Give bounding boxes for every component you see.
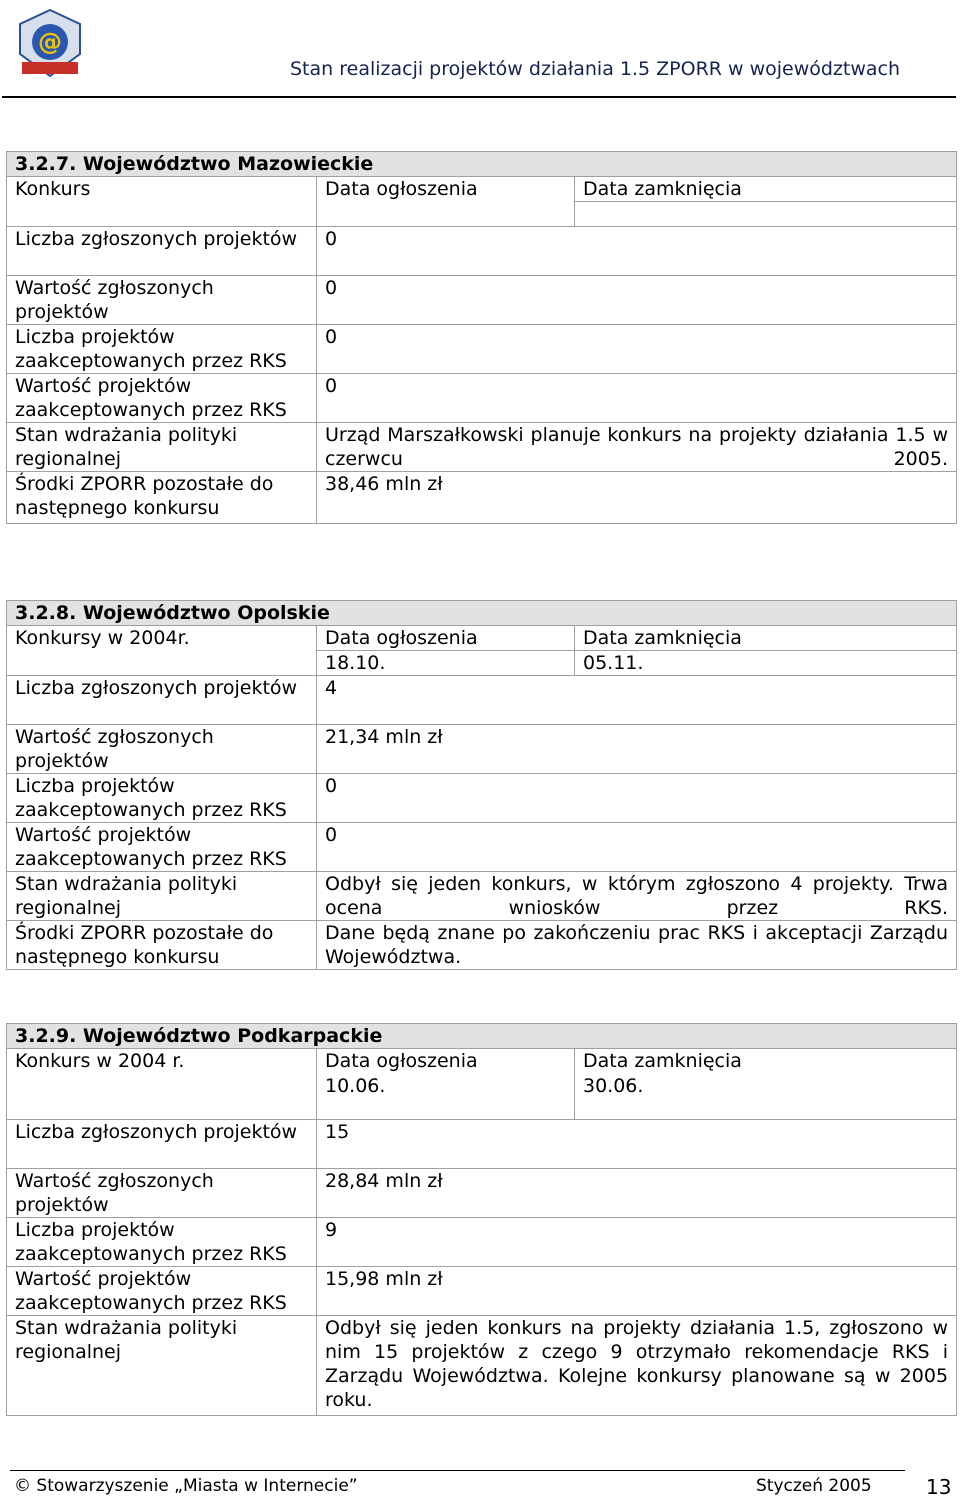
table-row: [7, 1218, 957, 1267]
table-row: [7, 872, 957, 921]
row-label: Liczba zgłoszonych projektów: [7, 676, 317, 725]
row-value: 15,98 mln zł: [317, 1267, 957, 1316]
row-label: Stan wdrażania polityki regionalnej: [7, 423, 317, 472]
svg-text:@: @: [38, 28, 62, 56]
section-heading: 3.2.7. Województwo Mazowieckie: [7, 152, 957, 177]
row-label: Stan wdrażania polityki regionalnej: [7, 872, 317, 921]
page-header-title: Stan realizacji projektów działania 1.5 ZPORR w województwach: [290, 58, 901, 80]
close-date-value: 30.06.: [575, 1074, 957, 1120]
row-label: Środki ZPORR pozostałe do następnego konkursu: [7, 921, 317, 970]
footer-divider: [10, 1470, 905, 1471]
header-cell-competition: Konkurs: [7, 177, 317, 202]
row-value: 15: [317, 1120, 957, 1169]
row-label: Wartość zgłoszonych projektów: [7, 725, 317, 774]
row-label: Liczba zgłoszonych projektów: [7, 1120, 317, 1169]
table-row: [7, 676, 957, 725]
row-value: Odbył się jeden konkurs na projekty działania 1.5, zgłoszono w nim 15 projektów z czego 9 otrzymało rekomendacje RKS i Zarządu Województwa. Kolejne konkursy planowane są w 2005 roku.: [317, 1316, 957, 1416]
row-value: Dane będą znane po zakończeniu prac RKS i akceptacji Zarządu Województwa.: [317, 921, 957, 970]
section-heading: 3.2.9. Województwo Podkarpackie: [7, 1024, 957, 1049]
open-date-cell: [317, 202, 575, 227]
opolskie-table: [6, 600, 957, 970]
row-label: Liczba projektów zaakceptowanych przez RKS: [7, 1218, 317, 1267]
table-row: [7, 276, 957, 325]
table-row: [7, 725, 957, 774]
row-label: Stan wdrażania polityki regionalnej: [7, 1316, 317, 1416]
header-cell-open-date: Data ogłoszenia: [317, 626, 575, 651]
close-date-value: 05.11.: [575, 651, 957, 676]
footer-copyright: © Stowarzyszenie „Miasta w Internecie”: [14, 1476, 358, 1496]
page-number: 13: [926, 1475, 952, 1499]
table-row: [7, 1267, 957, 1316]
row-value: 0: [317, 774, 957, 823]
header-cell-competition: Konkursy w 2004r.: [7, 626, 317, 676]
table-row: [7, 823, 957, 872]
logo-emblem-icon: [10, 2, 90, 82]
row-value: 4: [317, 676, 957, 725]
footer-date: Styczeń 2005: [756, 1476, 872, 1496]
table-row: [7, 1120, 957, 1169]
row-value: 0: [317, 325, 957, 374]
row-label: Wartość projektów zaakceptowanych przez RKS: [7, 823, 317, 872]
header-divider: [2, 96, 956, 98]
row-value: 9: [317, 1218, 957, 1267]
header-cell-close-date: Data zamknięcia: [575, 177, 957, 202]
table-row: [7, 774, 957, 823]
row-label: Liczba zgłoszonych projektów: [7, 227, 317, 276]
row-label: Liczba projektów zaakceptowanych przez RKS: [7, 774, 317, 823]
table-row: [7, 1316, 957, 1416]
podkarpackie-table: [6, 1023, 957, 1416]
table-row: [7, 472, 957, 524]
row-label: Liczba projektów zaakceptowanych przez RKS: [7, 325, 317, 374]
table-row: [7, 374, 957, 423]
table-row: [7, 423, 957, 472]
header-cell-competition: Konkurs w 2004 r.: [7, 1049, 317, 1120]
row-value: 28,84 mln zł: [317, 1169, 957, 1218]
row-value: 0: [317, 276, 957, 325]
row-value: Odbył się jeden konkurs, w którym zgłoszono 4 projekty. Trwa ocena wniosków przez RKS.: [317, 872, 957, 921]
section-heading: 3.2.8. Województwo Opolskie: [7, 601, 957, 626]
table-row: [7, 1169, 957, 1218]
open-date-value: 18.10.: [317, 651, 575, 676]
header-cell-close-date: Data zamknięcia: [575, 626, 957, 651]
row-label: Wartość zgłoszonych projektów: [7, 1169, 317, 1218]
mazowieckie-table: [6, 151, 957, 524]
header-cell-open-date: Data ogłoszenia: [317, 1049, 575, 1074]
row-value: 0: [317, 374, 957, 423]
row-value: 38,46 mln zł: [317, 472, 957, 524]
header-cell-close-date: Data zamknięcia: [575, 1049, 957, 1074]
open-date-value: 10.06.: [317, 1074, 575, 1120]
row-value: Urząd Marszałkowski planuje konkurs na projekty działania 1.5 w czerwcu 2005.: [317, 423, 957, 472]
row-label: Wartość zgłoszonych projektów: [7, 276, 317, 325]
row-value: 0: [317, 823, 957, 872]
table-row: [7, 325, 957, 374]
row-label: Środki ZPORR pozostałe do następnego konkursu: [7, 472, 317, 524]
close-date-cell: [575, 202, 957, 227]
header-cell-open-date: Data ogłoszenia: [317, 177, 575, 202]
row-label: Wartość projektów zaakceptowanych przez RKS: [7, 1267, 317, 1316]
logo: [10, 2, 90, 82]
table-row: [7, 227, 957, 276]
empty-cell: [7, 202, 317, 227]
table-row: [7, 921, 957, 970]
row-label: Wartość projektów zaakceptowanych przez RKS: [7, 374, 317, 423]
row-value: 21,34 mln zł: [317, 725, 957, 774]
row-value: 0: [317, 227, 957, 276]
